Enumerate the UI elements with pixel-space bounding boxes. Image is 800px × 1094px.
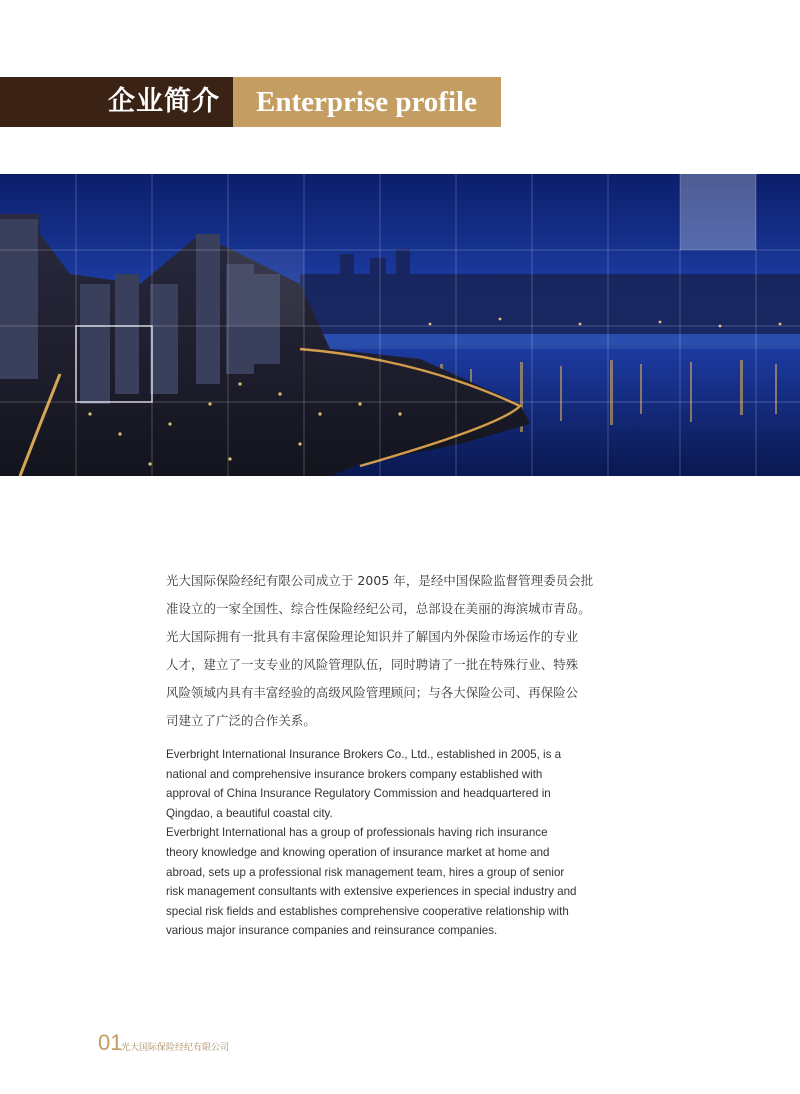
intro-zh-line: 人才，建立了一支专业的风险管理队伍，同时聘请了一批在特殊行业、特殊 [166, 657, 579, 672]
intro-en-line: risk management consultants with extensive experiences in special industry and [166, 885, 577, 899]
city-night-photo [0, 174, 800, 476]
intro-paragraph-en [166, 745, 577, 941]
intro-en-line: Everbright International Insurance Brokers Co., Ltd., established in 2005, is a [166, 748, 562, 761]
page-title-zh: 企业简介 [108, 86, 220, 117]
page-number: 01 [98, 1030, 123, 1055]
intro-en-line: various major insurance companies and reinsurance companies. [166, 924, 498, 938]
intro-en-line: Everbright International has a group of professionals having rich insurance [166, 826, 548, 840]
intro-zh-line: 风险领域内具有丰富经验的高级风险管理顾问；与各大保险公司、再保险公 [166, 685, 579, 700]
intro-en-line: Qingdao, a beautiful coastal city. [166, 806, 333, 820]
page-title-en: Enterprise profile [256, 86, 477, 118]
intro-en-line: abroad, sets up a professional risk management team, hires a group of senior [166, 865, 565, 879]
intro-zh-line: 光大国际拥有一批具有丰富保险理论知识并了解国内外保险市场运作的专业 [166, 629, 579, 644]
intro-zh-line: 准设立的一家全国性、综合性保险经纪公司，总部设在美丽的海滨城市青岛。 [166, 601, 591, 616]
intro-en-line: approval of China Insurance Regulatory Commission and headquartered in [166, 787, 551, 801]
intro-paragraph-zh [166, 567, 594, 735]
cityscape-illustration [0, 174, 800, 476]
intro-zh-line: 光大国际保险经纪有限公司成立于 2005 年，是经中国保险监督管理委员会批 [166, 573, 594, 588]
intro-en-line: special risk fields and establishes comprehensive cooperative relationship with [166, 904, 569, 918]
intro-zh-line: 司建立了广泛的合作关系。 [166, 713, 316, 728]
footer-company-name: 光大国际保险经纪有限公司 [121, 1043, 230, 1053]
intro-en-line: national and comprehensive insurance brokers company established with [166, 767, 543, 781]
intro-en-line: theory knowledge and knowing operation of insurance market at home and [166, 845, 550, 859]
